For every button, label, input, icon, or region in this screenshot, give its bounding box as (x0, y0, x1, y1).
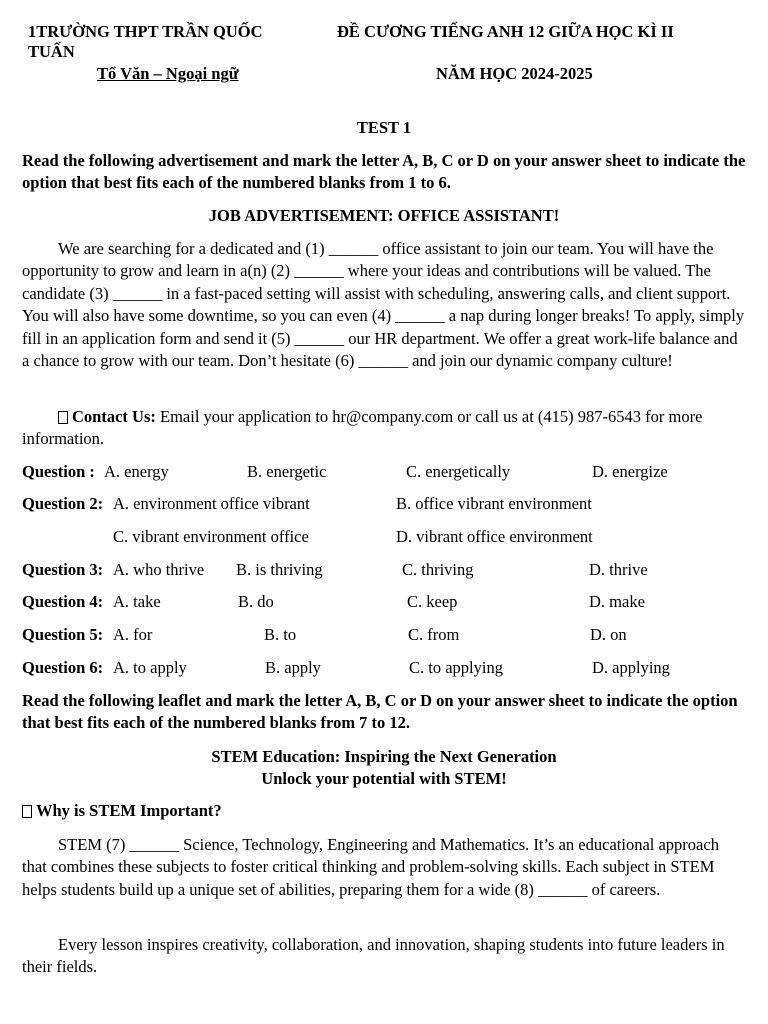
ad-body: We are searching for a dedicated and (1) ______ office assistant to join our team. You will have the opportunity to grow and learn in a(n) (2) ______ where your ideas and contributions will be valued. The candidate (3) ______ in a fast-paced setting will assist with scheduling, answering calls, and client support. You will also have some downtime, so you can even (4) ______ a nap during longer breaks! To apply, simply fill in an application form and send it (5) ______ our HR department. We offer a great work-life balance and a chance to grow with our team. Don’t hesitate (6) ______ and join our dynamic company culture! (22, 239, 745, 371)
option-c: C. keep (407, 592, 458, 611)
option-b: B. is thriving (236, 560, 323, 579)
option-d: D. energize (592, 462, 668, 481)
contact-line (22, 406, 746, 451)
question-row (22, 591, 752, 613)
school-name (28, 22, 308, 62)
question-label: Question : (22, 462, 95, 481)
option-d: D. vibrant office environment (396, 527, 593, 546)
question-row (22, 493, 752, 515)
option-b: B. do (238, 592, 274, 611)
question-label: Question 2: (22, 494, 104, 513)
stem-paragraph-2: Every lesson inspires creativity, collaboration, and innovation, shaping students into future leaders in their fields. (22, 935, 725, 977)
option-c: C. thriving (402, 560, 474, 579)
heading-icon (22, 805, 32, 818)
question-label: Question 3: (22, 560, 104, 579)
option-b: B. energetic (247, 462, 327, 481)
question-row (22, 624, 752, 646)
question-row-continued (22, 526, 752, 548)
option-a: A. energy (104, 462, 169, 481)
school-year: NĂM HỌC 2024-2025 (436, 64, 593, 83)
option-d: D. applying (592, 658, 670, 677)
question-row (22, 657, 752, 679)
option-c: C. energetically (406, 462, 511, 481)
option-a: A. take (113, 592, 161, 611)
option-d: D. thrive (589, 560, 648, 579)
contact-label: Contact Us: (72, 407, 156, 426)
section2-instruction: Read the following leaflet and mark the letter A, B, C or D on your answer sheet to indicate the option that best fits each of the numbered blanks from 7 to 12. (22, 691, 738, 733)
option-d: D. make (589, 592, 645, 611)
test-title: TEST 1 (356, 118, 412, 137)
question-row (22, 461, 752, 483)
option-d: D. on (590, 625, 627, 644)
option-c: C. to applying (409, 658, 503, 677)
option-b: B. office vibrant environment (396, 494, 592, 513)
option-b: B. to (264, 625, 297, 644)
leaflet-title-line: STEM Education: Inspiring the Next Generation (211, 747, 557, 766)
option-b: B. apply (265, 658, 321, 677)
question-label: Question 4: (22, 592, 104, 611)
option-a: A. for (113, 625, 153, 644)
question-label: Question 5: (22, 625, 104, 644)
option-a: A. to apply (113, 658, 187, 677)
option-c: C. from (408, 625, 460, 644)
stem-heading-text: Why is STEM Important? (36, 801, 222, 820)
school-name-line2: TUẤN (28, 42, 75, 61)
section1-instruction: Read the following advertisement and mark the letter A, B, C or D on your answer sheet to indicate the option that best fits each of the numbered blanks from 1 to 6. (22, 151, 746, 193)
option-c: C. vibrant environment office (113, 527, 309, 546)
question-label: Question 6: (22, 658, 104, 677)
option-a: A. who thrive (113, 560, 205, 579)
exam-title: ĐỀ CƯƠNG TIẾNG ANH 12 GIỮA HỌC KÌ II (337, 22, 674, 41)
leaflet-subtitle: Unlock your potential with STEM! (261, 769, 507, 788)
contact-text: Email your application to hr@company.com or call us at (415) 987-6543 for more information. (22, 407, 703, 449)
department-name: Tổ Văn – Ngoại ngữ (97, 64, 239, 83)
stem-heading (22, 800, 222, 822)
stem-paragraph-1: STEM (7) ______ Science, Technology, Engineering and Mathematics. It’s an educational approach that combines these subjects to foster critical thinking and problem-solving skills. Each subject in STEM helps students build up a unique set of abilities, preparing them for a wide (8) ______ of careers. (22, 835, 719, 899)
question-row (22, 559, 752, 581)
leaflet-title (0, 746, 768, 790)
contact-icon (58, 411, 68, 424)
ad-title: JOB ADVERTISEMENT: OFFICE ASSISTANT! (208, 206, 560, 225)
school-name-line1: 1TRƯỜNG THPT TRẦN QUỐC (28, 22, 263, 41)
option-a: A. environment office vibrant (113, 494, 310, 513)
